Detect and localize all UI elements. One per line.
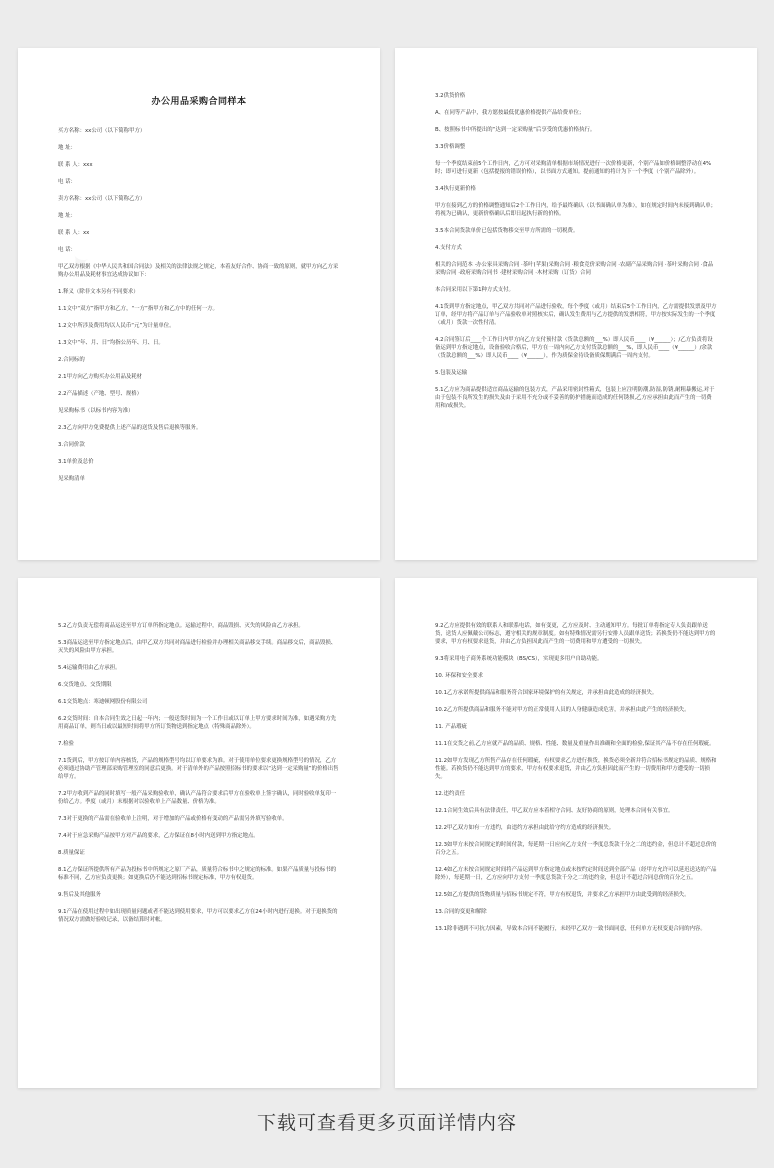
- paragraph-line: 联 系 人：xxx: [58, 162, 93, 168]
- paragraph-line: 12.4如乙方未按合同规定时间将产品运到甲方指定地点或未按约定时间送到全部产品（经甲方允许可以延迟送达的产品除外），每延期一日，乙方应向甲方支付一季度总货款千分之二的违约金，但总计不超过合同总价的百分之五。: [435, 867, 717, 881]
- paragraph-line: 7.2甲方收到产品的同时填写一般产品采购验收单，确认产品符合要求后甲方在验收单上签字确认，同时验收单复印一份给乙方。季度（或月）末根据对以验收单上产品数量、价格为准。: [58, 791, 337, 805]
- page-content: [435, 92, 717, 419]
- paragraph-line: 10.2乙方所提供商品和服务不能对甲方的正常使用人员的人身健康造成危害，并承担由此产生的经济损失。: [435, 707, 690, 713]
- paragraph-line: 1.3文中“年、月、日”均指公历年、月、日。: [58, 340, 164, 346]
- paragraph-list: [58, 622, 340, 924]
- paragraph-line: 5.2乙方负责无偿将商品运送至甲方订单所指定地点。运输过程中，商品毁损、灭失的风险由乙方承担。: [58, 623, 304, 629]
- paragraph-line: 5.包装及运输: [435, 370, 468, 376]
- paragraph-list: [58, 127, 340, 483]
- paragraph-line: 9.1产品在使用过程中如出现质量问题或者不能达到使用要求，甲方可以要求乙方在24小时内进行退换。对于退换货的情况双方需做好验收记录，以备结算时对帐。: [58, 909, 338, 923]
- paragraph-line: 5.4运输费用由乙方承担。: [58, 665, 121, 671]
- page-content: [58, 622, 340, 933]
- document-page-4: [395, 578, 757, 1088]
- document-title: 办公用品采购合同样本: [151, 97, 247, 107]
- paragraph-line: 7.检验: [58, 741, 74, 747]
- paragraph-line: 电 话：: [58, 247, 76, 253]
- paragraph-line: 11.1在交货之前,乙方应就产品的品质、规格、性能、数量及重量作出准确和全面的检验,保证其产品不存在任何瑕疵。: [435, 741, 715, 747]
- paragraph-line: 3.5本合同货款单价已包括货物移交至甲方所需的一切税费。: [435, 228, 579, 234]
- paragraph-line: 地 址：: [58, 145, 76, 151]
- paragraph-line: 12.3如甲方未按合同规定的时间付款，每延期一日应向乙方支付一季度总货款千分之二的违约金，但总计不超过总价的百分之五。: [435, 842, 717, 856]
- paragraph-line: 11.2如甲方发现乙方所售产品存在任何瑕疵，有权要求乙方进行换货，换货必须全新并符合招标书规定的品质、规格和性能。若换货仍不能达到甲方的要求，甲方有权要求退货，并由乙方负担因此而产生的一切费用和甲方遭受的一切损失。: [435, 758, 717, 780]
- paragraph-line: 1.1文中“双方”指甲方和乙方，“一方”指甲方和乙方中的任何一方。: [58, 306, 218, 312]
- paragraph-line: 2.3乙方向甲方免费提供上述产品的送货及售后退换等服务。: [58, 425, 202, 431]
- paragraph-line: 卖方名称：xx公司（以下简称乙方）: [58, 196, 146, 202]
- paragraph-line: 12.5如乙方提供的货物质量与招标书规定不符，甲方有权退货，并要求乙方承担甲方由此受到的经济损失。: [435, 892, 690, 898]
- paragraph-line: 7.3对于更换的产品需在验收单上注明，对于增加的产品或价格有变动的产品需另外填写验收单。: [58, 816, 288, 822]
- paragraph-line: 3.4执行更新价格: [435, 186, 476, 192]
- paragraph-line: 9.售后及其他服务: [58, 892, 101, 898]
- paragraph-line: 8.质量保证: [58, 850, 85, 856]
- paragraph-line: 9.3将采用电子商务系统功能模块（BS/CS），实现更多用户自助功能。: [435, 656, 603, 662]
- paragraph-line: 电 话：: [58, 179, 76, 185]
- paragraph-line: 6.交货地点、交货期限: [58, 682, 112, 688]
- paragraph-line: 2.1甲方向乙方购买办公用品及耗材: [58, 374, 143, 380]
- paragraph-line: 11. 产品瑕疵: [435, 724, 467, 730]
- paragraph-line: 见采购标书（以标书内容为准）: [58, 408, 134, 414]
- paragraph-list: [435, 622, 717, 933]
- paragraph-line: 甲方在接到乙方的价格调整通知后2个工作日内，给予最终确认（以书面确认单为准），如在规定时间内未接到确认单；将视为已确认，更新价格确认后即日起执行新的价格。: [435, 203, 717, 217]
- paragraph-line: 2.2产品描述（产地、型号、规格）: [58, 391, 143, 397]
- paragraph-line: 3.2供货价格: [435, 93, 466, 99]
- paragraph-line: 买方名称：xx公司（以下简称甲方）: [58, 128, 146, 134]
- paragraph-line: 10.1乙方承诺所提供商品和服务符合国家环境保护的有关规定，并承担由此造成的经济损失。: [435, 690, 658, 696]
- paragraph-line: 6.1交货地点：寒迪顿网股份有限公司: [58, 699, 148, 705]
- paragraph-line: A、在同等产品中，我方愿按最低优惠价格提供产品给费单位；: [435, 110, 585, 116]
- paragraph-line: 13.合同的变更和解除: [435, 909, 487, 915]
- paragraph-line: 10. 环保和安全要求: [435, 673, 484, 679]
- paragraph-line: 4.支付方式: [435, 245, 462, 251]
- paragraph-line: 3.3价格调整: [435, 144, 466, 150]
- paragraph-line: 5.1乙方应为商品提供适宜商品运输的包装方式，产品采用密封性箱式，包装上应注明防潮,防湿,防锈,耐粗暴搬运,对于由于包装不良所发生的损失及由于采用不充分或不妥善的防护措施而造成的任何锈损,乙方应承担由此而产生的一切费用和/或损失。: [435, 387, 715, 409]
- page-content: [58, 94, 340, 492]
- paragraph-line: 联 系 人：xx: [58, 230, 90, 236]
- paragraph-line: 相关的合同范本 ·办公家具采购合同 ·茶叶(苹果)采购合同 ·粮食竞价采购合同 ·农副产品采购合同 ·茶叶采购合同 ·食品采购合同 ·政府采购合同书 ·建材采购合同 ·木材采购（订货）合同: [435, 262, 714, 276]
- paragraph-line: 8.1乙方保证所提供所有产品为投标书中所规定之原厂产品，质量符合标书中之规定的标准。如果产品质量与投标书的标准不同，乙方应负责更换；如更换后仍不能达到招标书规定标准，甲方有权退货。: [58, 867, 337, 881]
- paragraph-line: 4.1货到甲方指定地点，甲乙双方共同对产品进行验收，每个季度（或月）结束后5个工作日内，乙方需提供发票及甲方订单，经甲方将产品订单与产品验收单对照核实后，确认发生费用与乙方提供的发票相符，甲方按实际发生的一个季度（或月）货款一次性付清。: [435, 304, 717, 326]
- paragraph-line: 每一个季度结束前5个工作日内，乙方可对采购清单根据市场情况进行一次价格更新，个别产品如价格调整浮动在4%时；即可进行更新（包括提报的错误价格），以书面方式通知。提前通知的将计为下一个季度（个别产品除外）。: [435, 161, 712, 175]
- paragraph-list: [435, 92, 717, 410]
- paragraph-line: 13.1除非遇到不可抗力因素，导致本合同不能履行，未经甲乙双方一致书面同意，任何单方无权变更合同的内容。: [435, 926, 706, 932]
- paragraph-line: 12.违约责任: [435, 791, 466, 797]
- paragraph-line: 7.4对于应急采购产品按甲方对产品的要求，乙方保证在8小时内送到甲方指定地点。: [58, 833, 259, 839]
- page-content: [435, 622, 717, 942]
- document-page-2: [395, 48, 757, 560]
- paragraph-line: 12.2甲乙双方如有一方违约，由违约方承担由此给守约方造成的经济损失。: [435, 825, 615, 831]
- document-page-1: [18, 48, 380, 560]
- paragraph-line: 地 址：: [58, 213, 76, 219]
- paragraph-line: 5.3商品运送至甲方指定地点后，由甲乙双方共同对商品进行检验并办理相关商品移交手续。商品移交后，商品毁损、灭失的风险由甲方承担。: [58, 640, 337, 654]
- paragraph-line: 1.释义（除非文本另有不同要求）: [58, 289, 139, 295]
- document-page-3: [18, 578, 380, 1088]
- paragraph-line: 3.1单价及总价: [58, 459, 94, 465]
- paragraph-line: 本合同采用以下第1种方式支付。: [435, 287, 514, 293]
- paragraph-line: 1.2文中所涉及费用均以人民币“元”为计量单位。: [58, 323, 175, 329]
- paragraph-line: 甲乙双方根据《中华人民共和国合同法》及相关的法律法规之规定，本着友好合作、协商一致的原则，就甲方向乙方采购办公用品及耗材事宜达成协议如下：: [58, 264, 339, 278]
- paragraph-line: 2.合同标的: [58, 357, 85, 363]
- paragraph-line: 6.2交货时间：自本合同生效之日起一年内；一般送货时间为一个工作日或以订单上甲方要求时间为准，如遇采购方先用商品订单，则当日或以最短时间将甲方所订货物送到指定地点（特殊商品除外）。: [58, 716, 337, 730]
- paragraph-line: 3.合同价款: [58, 442, 85, 448]
- paragraph-line: B、按照标书中所提出的“达到一定采购量”后享受的优惠价格执行。: [435, 127, 596, 133]
- paragraph-line: 12.1合同生效后具有法律责任，甲乙双方应本着相守合同、友好协商的原则，处理本合同有关事宜。: [435, 808, 674, 814]
- paragraph-line: 4.2合同签订后____个工作日内甲方向乙方支付预付款（货款总额的___%）即人民币____（¥______）；/乙方负责将设备运到甲方指定地点，设备验收合格后，甲方在一周内向乙方支付货款总额的___%，即人民币____（¥______）/余款（货款总额的___%）即人民币____（¥______），作为质保金待设备质保期满后一周内支付。: [435, 337, 713, 359]
- download-more-link[interactable]: 下载可查看更多页面详情内容: [256, 1112, 517, 1134]
- paragraph-line: 7.1货到后，甲方按订单内容核货，产品的规格型号均以订单要求为准。对于使用单位要求更换规格型号的情况，乙方必须通过协助产管理部采购管理室的同意后更换。对于清单外的产品按照招标书的要求以“达到一定采购量”的价格出售给甲方。: [58, 758, 339, 780]
- paragraph-line: 9.2乙方应提供有效的联系人和联系电话，如有变更，乙方应及时、主动通知甲方。每批订单将指定专人负责跟单送货，送货人应佩戴公司标志，遵守相关的规章制度。如有特殊情况需另行安排人员跟单送货；若换货仍不能达到甲方的要求，甲方有权要求退货，并由乙方负担因此而产生的一切费用和甲方遭受的一切损失。: [435, 623, 716, 645]
- paragraph-line: 见采购清单: [58, 476, 85, 482]
